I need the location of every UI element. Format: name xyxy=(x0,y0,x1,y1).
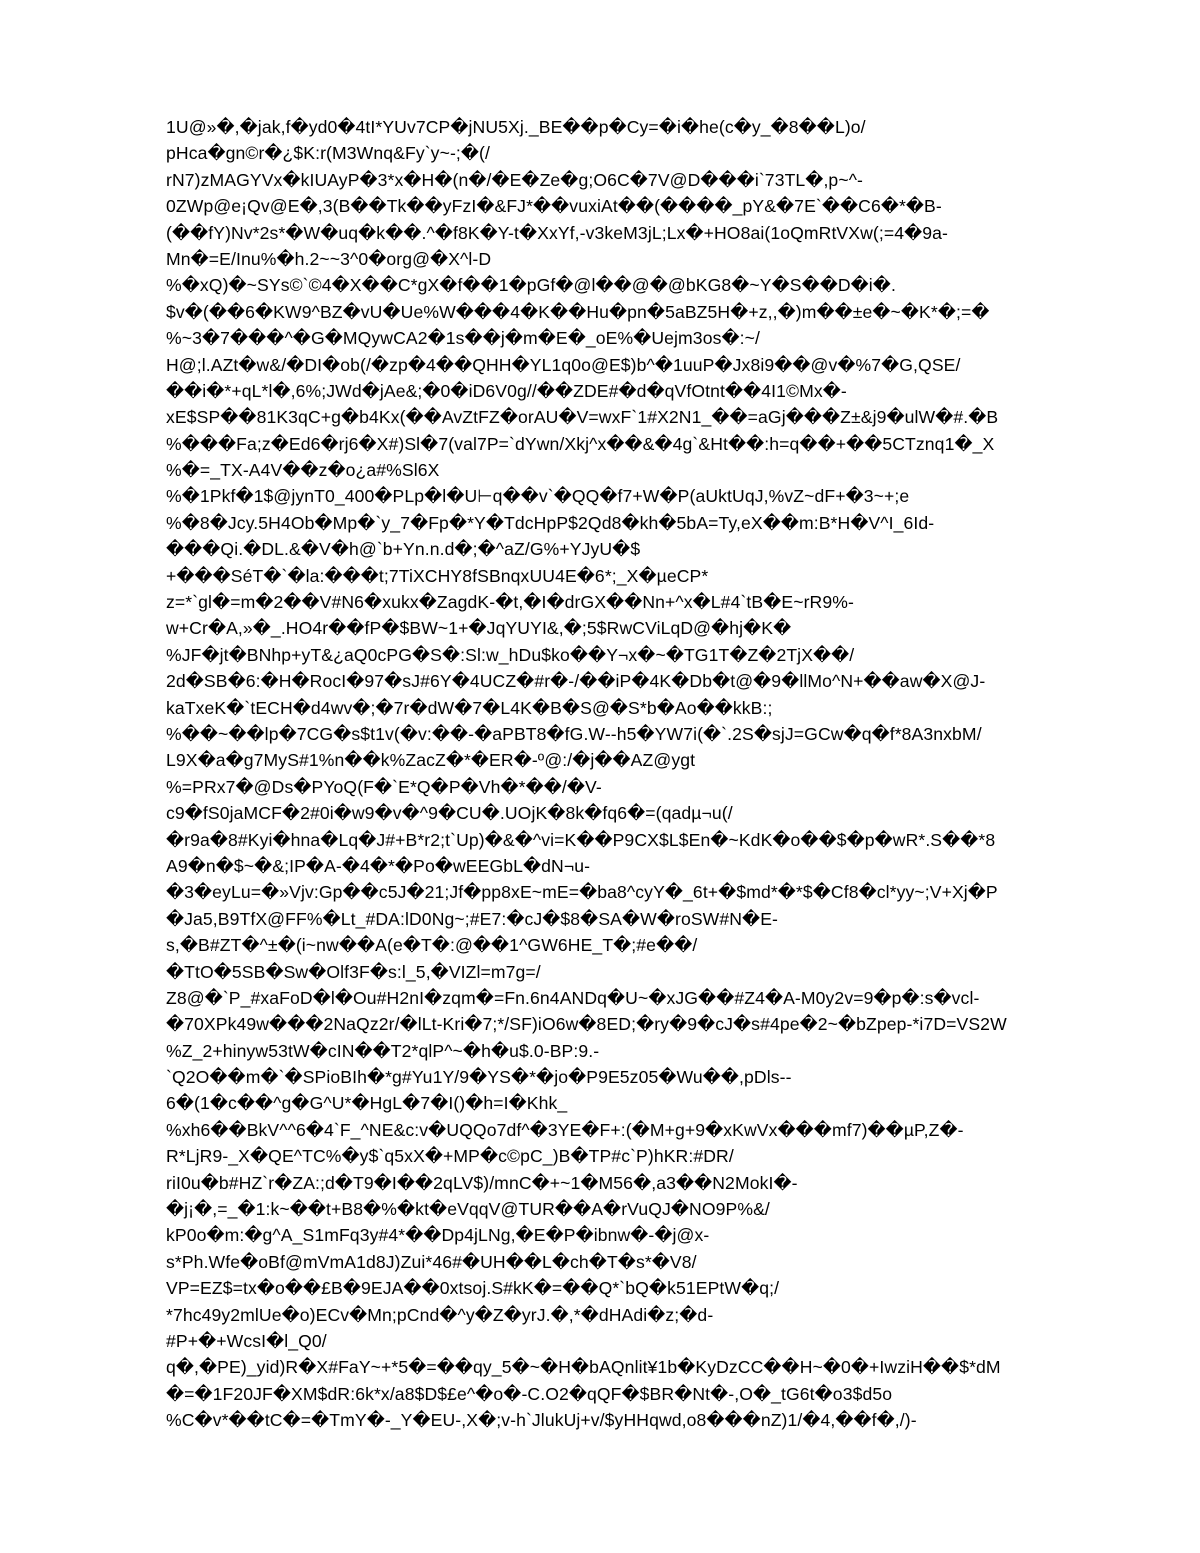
text-line: Z8@�`P_#xaFoD�l�Ou#H2nI�zqm�=Fn.6n4ANDq�U~�xJG��#Z4�A-M0y2v=9�p�:s�vcl- xyxy=(166,987,980,1008)
text-line: �Ja5,B9TfX@FF%�Lt_#DA:lD0Ng~;#E7:�cJ�$8�SA�W�roSW#N�E- xyxy=(166,908,778,929)
text-line: %C�v*��tC�=�TmY�-_Y�EU-,X�;v-h`JlukUj+v/$yHHqwd,o8���nZ)1/�4,��f�,/)- xyxy=(166,1410,917,1431)
text-line: A9�n�$~�&;IP�A-�4�*�Po�wEEGbL�dN¬u- xyxy=(166,855,591,876)
text-line: 2d�SB�6:�H�RocI�97�sJ#6Y�4UCZ�#r�-/��iP�4K�Db�t@�9�llMo^N+��aw�X@J- xyxy=(166,671,986,692)
text-line: VP=EZ$=tx�o��£B�9EJA��0xtsoj.S#kK�=��Q*`bQ�k51EPtW�q;/ xyxy=(166,1278,780,1299)
text-line: 6�(1�c��^g�G^U*�HgL�7�I()�h=I�Khk_ xyxy=(166,1093,568,1114)
text-line: %~3�7���^�G�MQywCA2�1s��j�m�E�_oE%�Uejm3os�:~/ xyxy=(166,328,760,349)
text-line: kaTxeK�`tECH�d4wv�;�7r�dW�7�L4K�B�S@�S*b�Ao��kkB:; xyxy=(166,697,773,718)
text-line: #P+�+WcsI�l_Q0/ xyxy=(166,1330,327,1351)
text-line: %�1Pkf�1$@jynT0_400�PLp�l�U⊢q��v`�QQ�f7+W�P(aUktUqJ,%vZ~dF+�3~+;e xyxy=(166,486,910,507)
text-line: w+Cr�A,»�_.HO4r��fP�$BW~1+�JqYUYI&,�;5$RwCViLqD@�hj�K� xyxy=(166,618,792,639)
text-line: `Q2O��m�`�SPioBIh�*g#Yu1Y/9�YS�*�jo�P9E5z05�Wu��,pDls-- xyxy=(166,1067,792,1088)
text-line: c9�fS0jaMCF�2#0i�w9�v�^9�CU�.UOjK�8k�fq6�=(qadµ¬u(/ xyxy=(166,803,733,824)
text-line: �=�1F20JF�XM$dR:6k*x/a8$D$£e^�o�-C.O2�qQF�$BR�Nt�-,O�_tG6t�o3$d5o xyxy=(166,1383,893,1404)
text-line: %�8�Jcy.5H4Ob�Mp�`y_7�Fp�*Y�TdcHpP$2Qd8�kh�5bA=Ty,eX��m:B*H�V^I_6Id- xyxy=(166,512,935,533)
text-line: 1U@»�,�jak,f�yd0�4tI*YUv7CP�jNU5Xj._BE��p�Cy=�i�he(c�y_�8��L)o/ xyxy=(166,117,866,137)
text-line: ��i�*+qL*l�,6%;JWd�jAe&;�0�iD6V0g//��ZDE#�d�qVfOtnt��4I1©Mx�- xyxy=(166,380,847,401)
text-line: �r9a�8#Kyi�hna�Lq�J#+B*r2;t`Up)�&�^vi=K��P9CX$L$En�~KdK�o��$�p�wR*.S��*8 xyxy=(166,829,996,850)
text-line: %xh6��BkV^^6�4`F_^NE&c:v�UQQo7df^�3YE�F+:(�M+g+9�xKwVx���mf7)��µP,Z�- xyxy=(166,1119,964,1140)
text-line: q�,�PE)_yid)R�X#FaY~+*5�=��qy_5�~�H�bAQnlit¥1b�KyDzCC��H~�0�+IwziH��$*dM xyxy=(166,1357,1001,1378)
text-line: %JF�jt�BNhp+yT&¿aQ0cPG�S�:Sl:w_hDu$ko��Y¬x�~�TG1T�Z�2TjX��/ xyxy=(166,644,855,665)
text-line: $v�(��6�KW9^BZ�vU�Ue%W���4�K��Hu�pn�5aBZ5H�+z,,�)m��±e�~�K*�;=� xyxy=(166,301,990,322)
text-line: kP0o�m:�g^A_S1mFq3y#4*��Dp4jLNg,�E�P�ibnw�-�j@x- xyxy=(166,1225,710,1246)
text-line: rN7)zMAGYVx�kIUAyP�3*x�H�(n�/�E�Ze�g;O6C�7V@D���i`73TL�,p~^- xyxy=(166,169,864,190)
text-line: %�xQ)�~SYs©`©4�X��C*gX�f��1�pGf�@l��@�@bKG8�~Y�S��D�i�. xyxy=(166,275,896,296)
text-line: riI0u�b#HZ`r�ZA:;d�T9�I��2qLV$)/mnC�+~1�M56�,a3��N2MokI�- xyxy=(166,1172,798,1193)
text-line: +���SéT�`�la:���t;7TiXCHY8fSBnqxUU4E�6*;_X�µeCP* xyxy=(166,565,709,586)
text-line: 0ZWp@e¡Qv@E�,3(B��Tk��yFzI�&FJ*��vuxiAt��(����_pY&�7E`��C6�*�B- xyxy=(166,196,942,217)
text-line: pHca�gn©r�¿$K:r(M3Wnq&Fy`y~-;�(/ xyxy=(166,143,490,164)
text-line: %Z_2+hinyw53tW�cIN��T2*qlP^~�h�u$.0-BP:9.- xyxy=(166,1040,600,1061)
text-line: %�=_TX-A4V��z�o¿a#%Sl6X xyxy=(166,460,440,481)
text-line: �j¡�,=_�1:k~��t+B8�%�kt�eVqqV@TUR��A�rVuQJ�NO9P%&/ xyxy=(166,1199,770,1220)
text-line: L9X�a�g7MyS#1%n��k%ZacZ�*�ER�-º@:/�j��AZ@ygt xyxy=(166,750,696,771)
text-line: ���Qi.�DL.&�V�h@`b+Yn.n.d�;�^aZ/G%+YJyU�$ xyxy=(166,539,641,560)
garbled-text-body xyxy=(166,114,1126,1434)
text-line: *7hc49y2mlUe�o)ECv�Mn;pCnd�^y�Z�yrJ.�,*�dHAdi�z;�d- xyxy=(166,1304,714,1325)
text-line: R*LjR9-_X�QE^TC%�y$`q5xX�+MP�c©pC_)B�TP#c`P)hKR:#DR/ xyxy=(166,1146,734,1167)
text-line: �3�eyLu=�»Vjv:Gp��c5J�21;Jf�pp8xE~mE=�ba8^cyY�_6t+�$md*�*$�Cf8�cl*yy~;V+Xj�P xyxy=(166,882,998,903)
text-line: (��fY)Nv*2s*�W�uq�k��.^�f8K�Y-t�XxYf,-v3keM3jL;Lx�+HO8ai(1oQmRtVXw(;=4�9a- xyxy=(166,222,948,243)
text-line: %��~��lp�7CG�s$t1v(�v:��-�aPBT8�fG.W--h5�YW7i(�`.2S�sjJ=GCw�q�f*8A3nxbM/ xyxy=(166,723,982,744)
text-line: xE$SP��81K3qC+g�b4Kx(��AvZtFZ�orAU�V=wxF`1#X2N1_��=aGj���Z±&j9�ulW�#.�B xyxy=(166,407,999,428)
text-line: z=*`gl�=m�2��V#N6�xukx�ZagdK-�t,�I�drGX��Nn+^x�L#4`tB�E~rR9%- xyxy=(166,592,854,613)
text-line: �70XPk49w���2NaQz2r/�lLt-Kri�7;*/SF)iO6w�8ED;�ry�9�cJ�s#4pe�2~�bZpep-*i7D=VS2W xyxy=(166,1014,1007,1035)
text-line: %���Fa;z�Ed6�rj6�X#)Sl�7(val7P=`dYwn/Xkj^x��&�4g`&Ht��:h=q��+��5CTznq1�_X xyxy=(166,433,995,454)
text-line: Mn�=E/Inu%�h.2~~3^0�org@�X^l-D xyxy=(166,248,492,269)
text-line: s*Ph.Wfe�oBf@mVmA1d8J)Zui*46#�UH��L�ch�T�s*�V8/ xyxy=(166,1251,697,1272)
text-line: %=PRx7�@Ds�PYoQ(F�`E*Q�P�Vh�*��/�V- xyxy=(166,776,602,797)
text-line: �TtO�5SB�Sw�Olf3F�s:l_5,�VIZl=m7g=/ xyxy=(166,961,541,982)
text-line: H@;l.AZt�w&/�DI�ob(/�zp�4��QHH�YL1q0o@E$)b^�1uuP�Jx8i9��@v�%7�G,QSE/ xyxy=(166,354,961,375)
text-line: s,�B#ZT�^±�(i~nw��A(e�T�:@��1^GW6HE_T�;#e��/ xyxy=(166,935,698,956)
